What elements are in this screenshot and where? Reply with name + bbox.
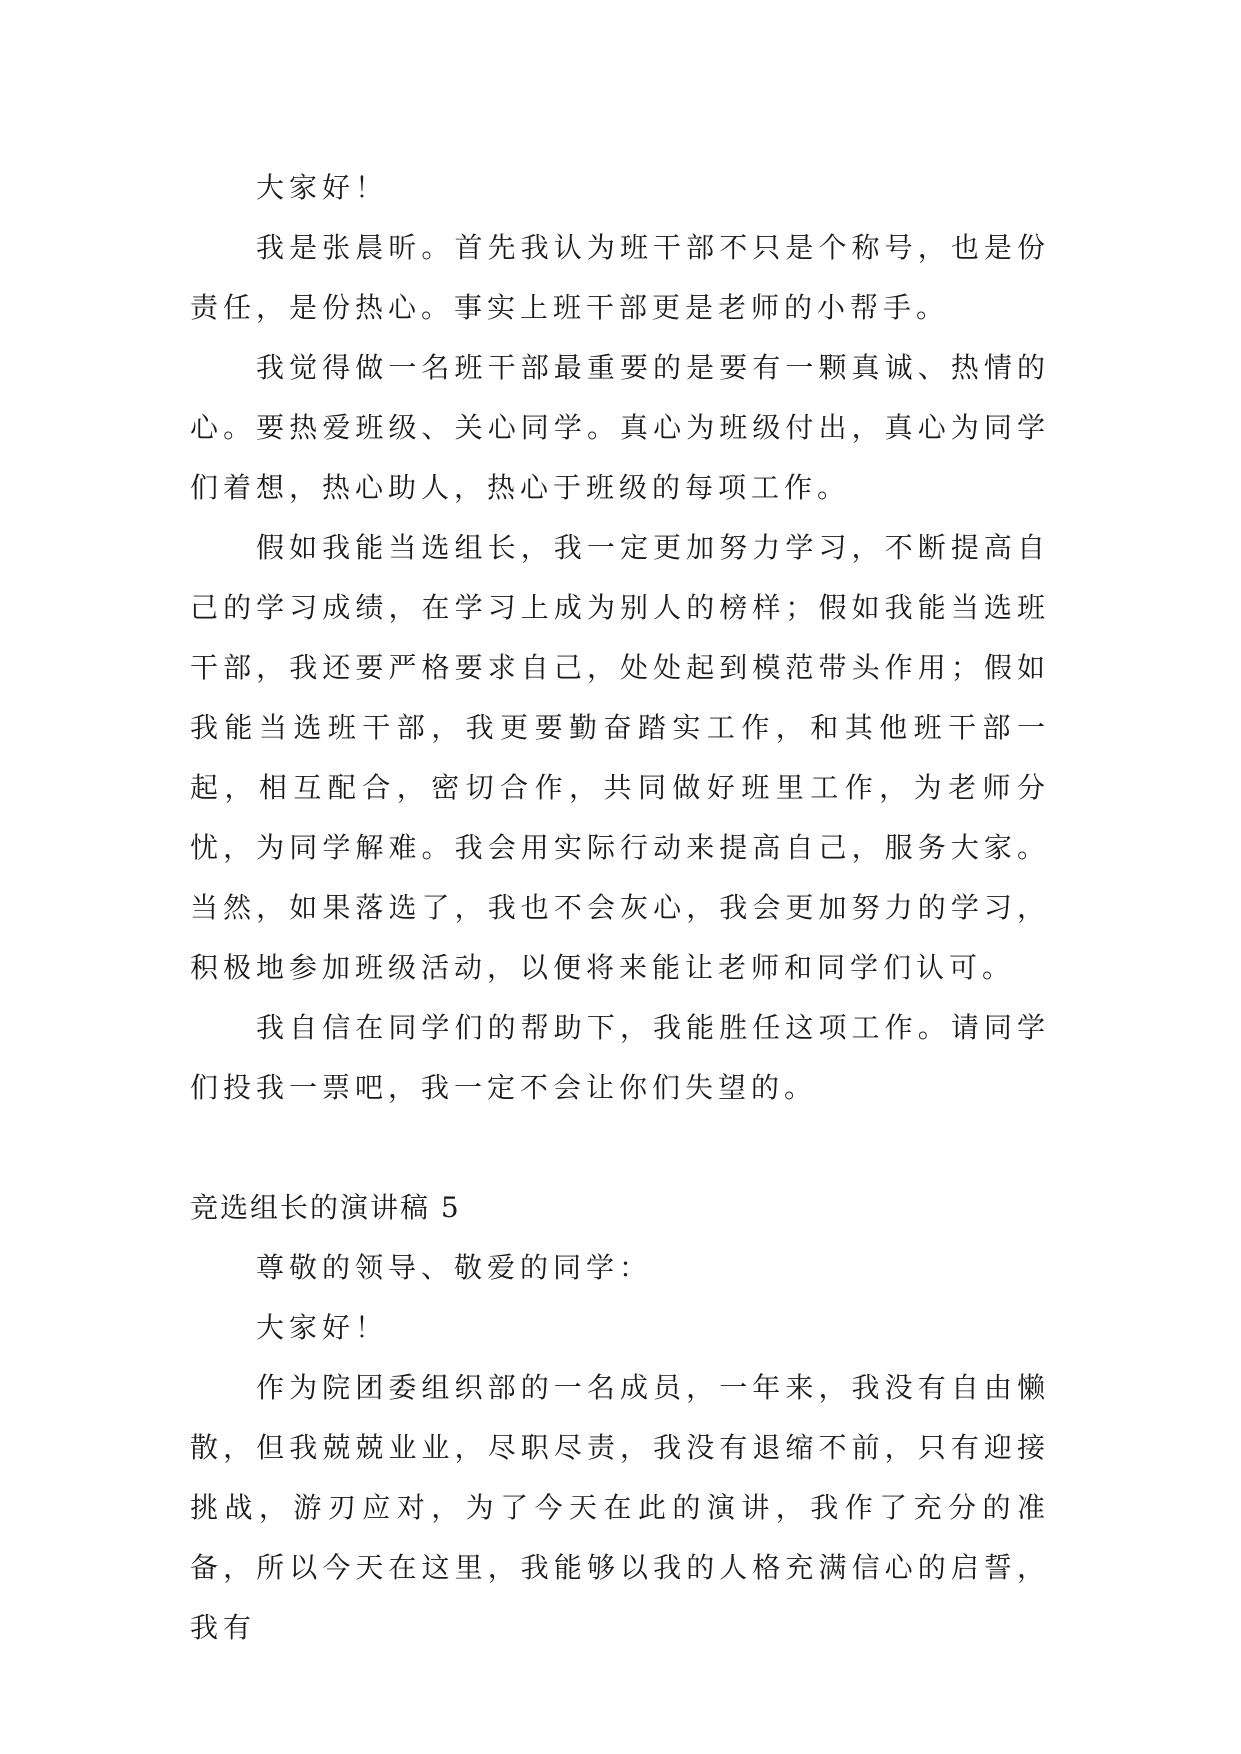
paragraph-salutation: 尊敬的领导、敬爱的同学： xyxy=(256,1251,653,1284)
document-body xyxy=(190,158,1050,1658)
paragraph-greeting-2: 大家好！ xyxy=(256,1311,389,1344)
paragraph-self-statement: 作为院团委组织部的一名成员，一年来，我没有自由懒散，但我兢兢业业，尽职尽责，我没有退缩不前，只有迎接挑战，游刃应对，为了今天在此的演讲，我作了充分的准备，所以今天在这里，我能够以我的人格充满信心的启誓，我有 xyxy=(190,1371,1050,1644)
paragraph-closing: 我自信在同学们的帮助下，我能胜任这项工作。请同学们投我一票吧，我一定不会让你们失望的。 xyxy=(190,1011,1050,1104)
paragraph-qualities: 我觉得做一名班干部最重要的是要有一颗真诚、热情的心。要热爱班级、关心同学。真心为班级付出，真心为同学们着想，热心助人，热心于班级的每项工作。 xyxy=(190,351,1050,504)
paragraph-pledges: 假如我能当选组长，我一定更加努力学习，不断提高自己的学习成绩，在学习上成为别人的榜样；假如我能当选班干部，我还要严格要求自己，处处起到模范带头作用；假如我能当选班干部，我更要勤奋踏实工作，和其他班干部一起，相互配合，密切合作，共同做好班里工作，为老师分忧，为同学解难。我会用实际行动来提高自己，服务大家。当然，如果落选了，我也不会灰心，我会更加努力的学习，积极地参加班级活动，以便将来能让老师和同学们认可。 xyxy=(190,531,1050,984)
section-heading: 竞选组长的演讲稿 5 xyxy=(190,1191,461,1224)
paragraph-greeting: 大家好！ xyxy=(256,171,389,204)
paragraph-introduction: 我是张晨昕。首先我认为班干部不只是个称号，也是份责任，是份热心。事实上班干部更是老师的小帮手。 xyxy=(190,231,1050,324)
